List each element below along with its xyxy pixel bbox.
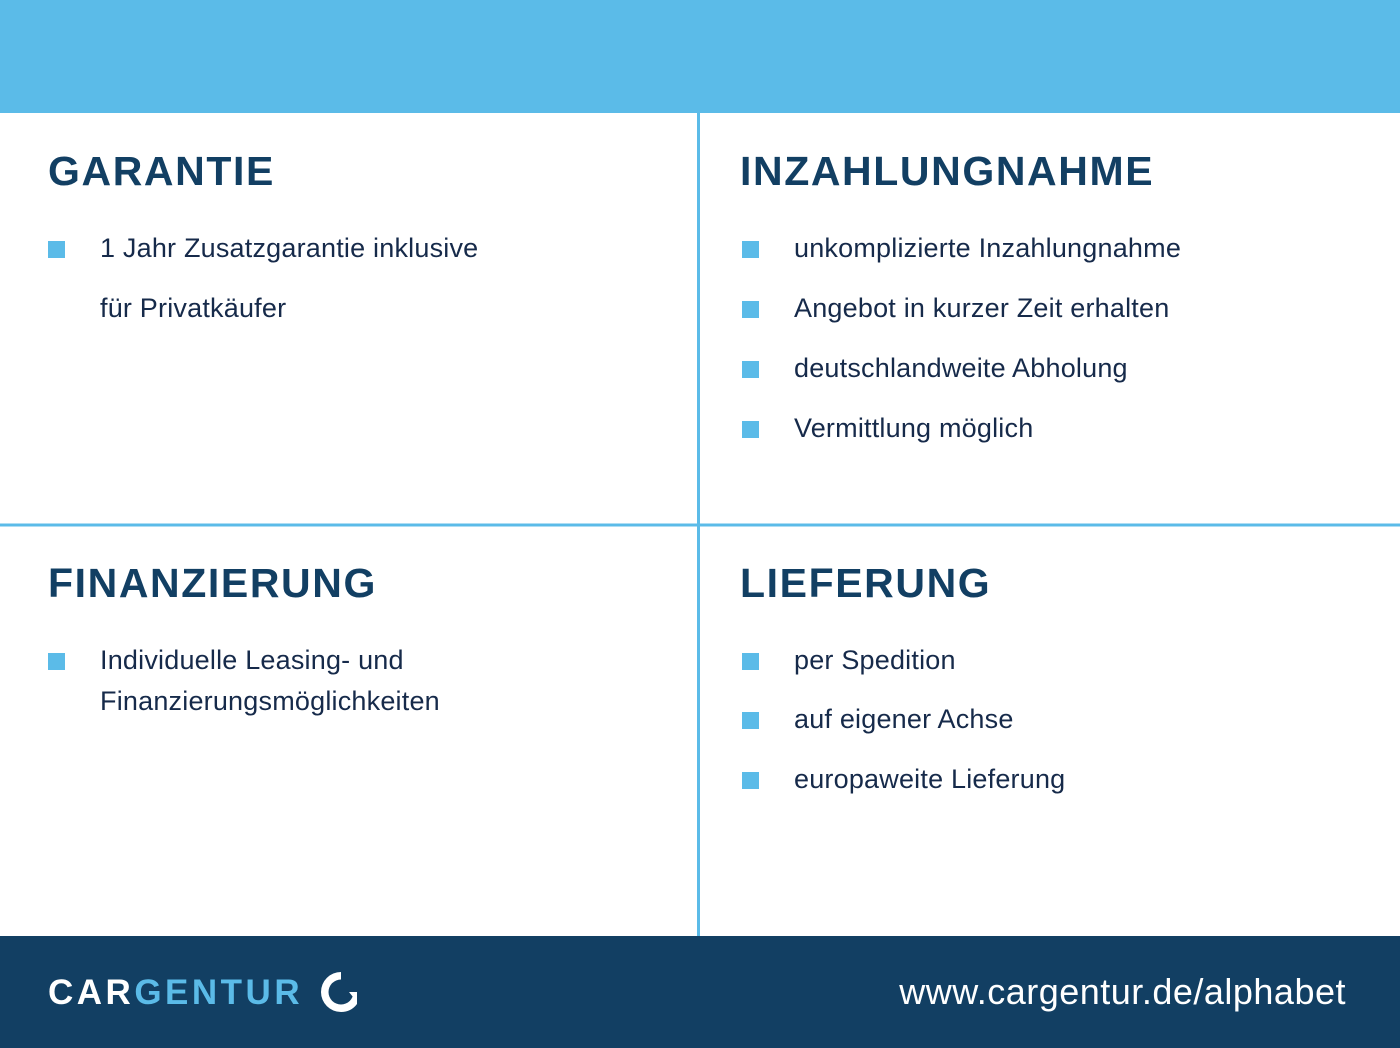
c-mark-icon	[319, 970, 363, 1014]
list-item	[742, 228, 1360, 270]
list-item	[742, 640, 1360, 682]
footer-url[interactable]: www.cargentur.de/alphabet	[899, 971, 1346, 1012]
list-item-label: per Spedition	[794, 644, 956, 675]
list-item-label: auf eigener Achse	[794, 704, 1014, 735]
section-garantie	[0, 113, 700, 525]
list-item-label: Individuelle Leasing- und Finanzierungsmöglichkeiten	[100, 644, 440, 717]
logo-text-car: CAR	[48, 972, 135, 1012]
feature-grid	[0, 113, 1400, 936]
list-item-label: für Privatkäufer	[100, 292, 287, 323]
list-item-label: Vermittlung möglich	[794, 412, 1034, 443]
footer-bar	[0, 936, 1400, 1048]
section-lieferung	[700, 525, 1400, 937]
bullet-square-icon	[742, 361, 759, 378]
list-item-label: unkomplizierte Inzahlungnahme	[794, 233, 1182, 264]
bullet-square-icon	[742, 712, 759, 729]
section-title-inzahlungnahme: INZAHLUNGNAHME	[740, 148, 1155, 194]
section-title-finanzierung: FINANZIERUNG	[48, 559, 377, 606]
list-item	[742, 408, 1360, 450]
list-item	[742, 348, 1360, 390]
bullet-square-icon	[48, 653, 65, 670]
top-banner	[0, 0, 1400, 113]
bullet-square-icon	[742, 301, 759, 318]
section-title-garantie: GARANTIE	[48, 148, 275, 194]
bullet-square-icon	[742, 421, 759, 438]
list-item	[742, 699, 1360, 741]
list-item-label: deutschlandweite Abholung	[794, 352, 1128, 383]
bullet-list-finanzierung	[48, 640, 660, 724]
list-item	[48, 288, 660, 330]
list-item-label: 1 Jahr Zusatzgarantie inklusive	[100, 233, 479, 264]
bullet-square-icon	[48, 241, 65, 258]
bullet-list-garantie	[48, 228, 660, 330]
bullet-list-lieferung	[742, 640, 1360, 802]
list-item	[48, 228, 660, 270]
list-item	[742, 288, 1360, 330]
section-title-lieferung: LIEFERUNG	[740, 559, 992, 606]
logo-wordmark	[48, 972, 304, 1012]
list-item	[742, 759, 1360, 801]
bullet-square-icon	[742, 653, 759, 670]
section-inzahlungnahme	[700, 113, 1400, 525]
list-item-label: europaweite Lieferung	[794, 764, 1066, 795]
list-item	[48, 640, 660, 724]
logo	[48, 970, 363, 1014]
list-item-label: Angebot in kurzer Zeit erhalten	[794, 292, 1170, 323]
bullet-list-inzahlungnahme	[742, 228, 1360, 449]
bullet-square-icon	[742, 241, 759, 258]
section-finanzierung	[0, 525, 700, 937]
logo-text-gentur: GENTUR	[134, 972, 304, 1012]
bullet-square-icon	[742, 772, 759, 789]
